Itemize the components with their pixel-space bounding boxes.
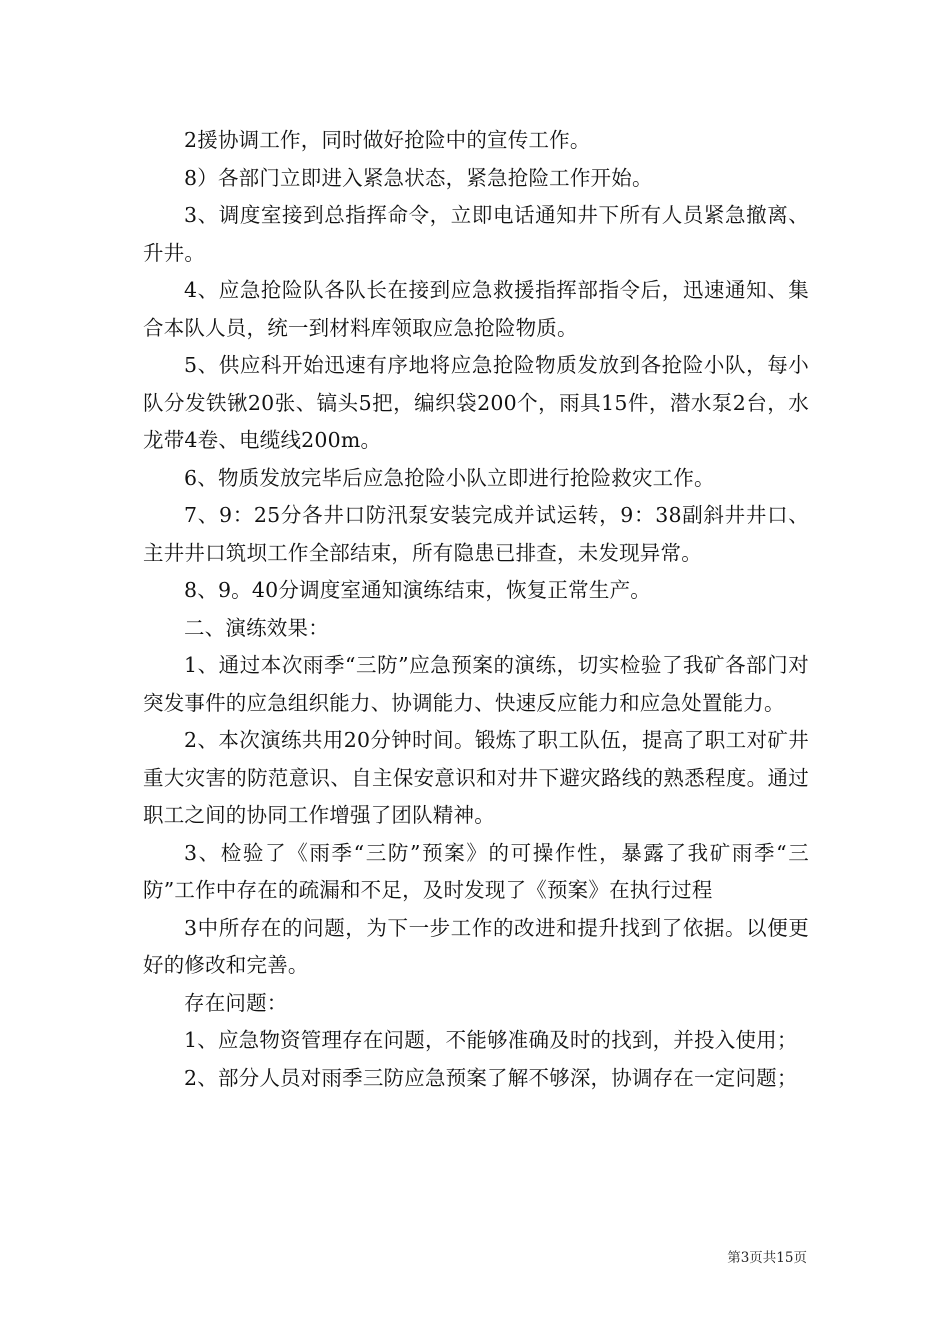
document-body: [143, 122, 809, 1097]
paragraph: 5、供应科开始迅速有序地将应急抢险物质发放到各抢险小队，每小队分发铁锹20张、镐头5把，编织袋200个，雨具15件，潜水泵2台，水龙带4卷、电缆线200m。: [143, 353, 809, 452]
paragraph: 8、9。40分调度室通知演练结束，恢复正常生产。: [184, 578, 651, 602]
paragraph: 4、应急抢险队各队长在接到应急救援指挥部指令后，迅速通知、集合本队人员，统一到材料库领取应急抢险物质。: [143, 278, 809, 340]
paragraph: 2援协调工作，同时做好抢险中的宣传工作。: [184, 128, 591, 152]
section-heading: 二、演练效果：: [184, 615, 329, 640]
paragraph: 1、应急物资管理存在问题，不能够准确及时的找到，并投入使用；: [184, 1028, 798, 1052]
paragraph: 6、物质发放完毕后应急抢险小队立即进行抢险救灾工作。: [184, 465, 715, 490]
paragraph: 1、通过本次雨季“三防”应急预案的演练，切实检验了我矿各部门对突发事件的应急组织能力、协调能力、快速反应能力和应急处置能力。: [143, 653, 809, 715]
paragraph: 2、本次演练共用20分钟时间。锻炼了职工队伍，提高了职工对矿井重大灾害的防范意识、自主保安意识和对井下避灾路线的熟悉程度。通过职工之间的协同工作增强了团队精神。: [143, 728, 809, 827]
paragraph: 3、检验了《雨季“三防”预案》的可操作性，暴露了我矿雨季“三防”工作中存在的疏漏和不足，及时发现了《预案》在执行过程: [143, 840, 809, 902]
page-number: 第3页共15页: [727, 1250, 807, 1266]
paragraph: 2、部分人员对雨季三防应急预案了解不够深，协调存在一定问题；: [184, 1065, 798, 1090]
section-heading: 存在问题：: [184, 990, 288, 1015]
paragraph: 3中所存在的问题，为下一步工作的改进和提升找到了依据。以便更好的修改和完善。: [143, 915, 809, 977]
paragraph: 7、9：25分各井口防汛泵安装完成并试运转，9：38副斜井井口、主井井口筑坝工作全部结束，所有隐患已排查，未发现异常。: [143, 503, 809, 565]
paragraph: 8）各部门立即进入紧急状态，紧急抢险工作开始。: [184, 165, 653, 190]
paragraph: 3、调度室接到总指挥命令，立即电话通知井下所有人员紧急撤离、升井。: [143, 203, 809, 265]
